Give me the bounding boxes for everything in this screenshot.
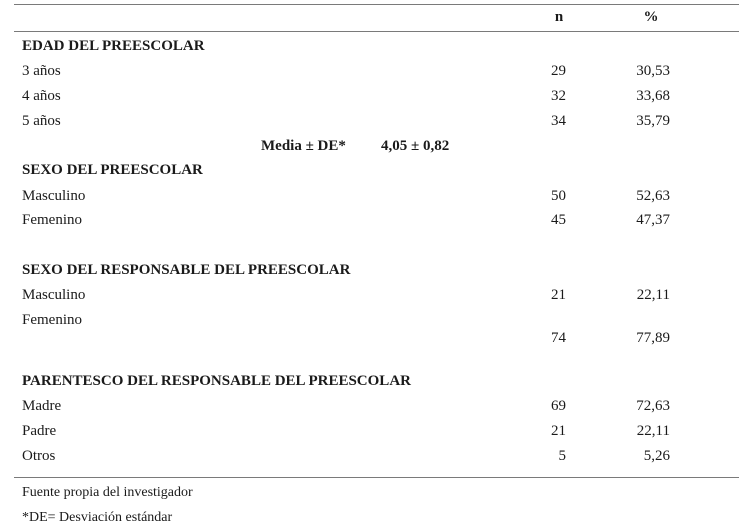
row-pct: 47,37 <box>636 212 670 228</box>
row-label: Masculino <box>22 287 86 303</box>
section-title-edad: EDAD DEL PREESCOLAR <box>22 38 205 54</box>
row-label: Masculino <box>22 188 86 204</box>
row-label: Madre <box>22 398 62 414</box>
col-header-pct: % <box>643 9 659 25</box>
row-n: 45 <box>551 212 566 228</box>
row-label: 3 años <box>22 63 61 79</box>
row-label: 5 años <box>22 113 61 129</box>
row-pct: 72,63 <box>636 398 670 414</box>
row-label: Otros <box>22 448 56 464</box>
summary-value: 4,05 ± 0,82 <box>381 138 450 154</box>
section-title-parentesco: PARENTESCO DEL RESPONSABLE DEL PREESCOLAR <box>22 373 411 389</box>
section-title-sexo-responsable: SEXO DEL RESPONSABLE DEL PREESCOLAR <box>22 262 351 278</box>
row-n: 29 <box>551 63 566 79</box>
row-n: 21 <box>551 423 566 439</box>
section-title-sexo-preescolar: SEXO DEL PREESCOLAR <box>22 162 203 178</box>
footnote-source: Fuente propia del investigador <box>22 485 193 500</box>
row-pct: 52,63 <box>636 188 670 204</box>
row-label: Padre <box>22 423 57 439</box>
row-n: 50 <box>551 188 566 204</box>
row-pct: 33,68 <box>636 88 670 104</box>
row-n: 69 <box>551 398 566 414</box>
row-label: 4 años <box>22 88 61 104</box>
row-n: 74 <box>551 330 566 346</box>
row-pct: 5,26 <box>643 448 670 464</box>
row-label: Femenino <box>22 312 82 328</box>
header-rule <box>14 31 739 32</box>
row-pct: 22,11 <box>636 423 670 439</box>
top-rule <box>14 4 739 5</box>
summary-label: Media ± DE* <box>261 138 346 154</box>
bottom-rule <box>14 477 739 478</box>
row-pct: 22,11 <box>636 287 670 303</box>
col-header-n: n <box>554 9 564 25</box>
row-label: Femenino <box>22 212 82 228</box>
row-n: 34 <box>551 113 566 129</box>
row-pct: 30,53 <box>636 63 670 79</box>
row-n: 21 <box>551 287 566 303</box>
row-n: 32 <box>551 88 566 104</box>
row-pct: 35,79 <box>636 113 670 129</box>
row-pct: 77,89 <box>636 330 670 346</box>
row-n: 5 <box>558 448 566 464</box>
footnote-de: *DE= Desviación estándar <box>22 510 173 525</box>
